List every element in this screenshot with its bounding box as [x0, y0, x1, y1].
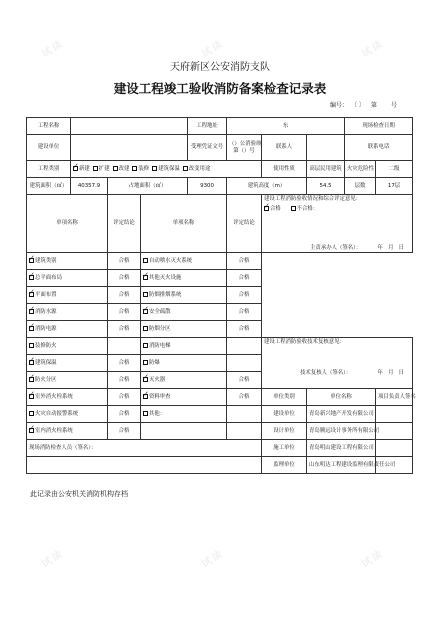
item-result: 合格 — [108, 287, 141, 304]
item-name: 资料审查 — [149, 394, 171, 401]
item-l-6 — [27, 355, 108, 372]
item-result: 合格 — [108, 253, 141, 270]
item-result: 合格 — [227, 270, 262, 287]
fire-risk-label: 火灾危险性 — [345, 161, 376, 178]
unit-leader-signature[interactable] — [376, 406, 413, 423]
items-header-result: 评定结论 — [108, 195, 141, 253]
item-result: 合格 — [108, 321, 141, 338]
item-result: 合格 — [227, 304, 262, 321]
item-checkbox[interactable] — [143, 411, 148, 416]
item-name: 防烟分区 — [149, 326, 171, 333]
item-r-6 — [141, 355, 227, 372]
item-name: 室外消火栓系统 — [35, 394, 73, 401]
items-header-name: 单项名称 — [141, 195, 227, 253]
area-label: 建筑面积（㎡） — [27, 178, 71, 195]
item-result: 合格 — [108, 304, 141, 321]
units-header-name: 单位名称 — [307, 389, 376, 406]
category-0-checkbox[interactable] — [73, 166, 78, 171]
item-result: 合格 — [108, 406, 141, 423]
category-option-label: 装修 — [138, 165, 150, 172]
land-value: 9300 — [188, 178, 227, 195]
item-checkbox[interactable] — [143, 343, 148, 348]
item-checkbox[interactable] — [143, 309, 148, 314]
item-result: 合格 — [227, 287, 262, 304]
item-name: 自动喷水灭火系统 — [149, 258, 193, 265]
item-r-3 — [141, 304, 227, 321]
item-name: 火灾自动报警系统 — [35, 411, 79, 418]
document-title: 建设工程竣工验收消防备案检查记录表 — [113, 81, 327, 96]
accept-doc-label: 受理凭证文号 — [188, 135, 227, 161]
item-name: 建筑类别 — [35, 258, 57, 265]
item-result — [108, 338, 141, 355]
fail-label: 不合格： — [296, 206, 319, 213]
serial-number: 编号： 〔 〕 第 号 — [330, 102, 397, 109]
issuing-organization: 天府新区公安消防支队 — [170, 62, 270, 73]
unit-leader-signature[interactable] — [376, 423, 413, 440]
items-header-result: 评定结论 — [227, 195, 262, 253]
item-checkbox[interactable] — [29, 360, 34, 365]
item-result: 合格 — [108, 372, 141, 389]
units-header-type: 单位类别 — [262, 389, 307, 406]
item-checkbox[interactable] — [29, 343, 34, 348]
accept-doc-value: （）公消验竣 第（）号 — [227, 135, 262, 161]
land-label: 占地面积（㎡） — [108, 178, 188, 195]
item-result: 合格 — [227, 389, 262, 406]
item-name: 装修防火 — [35, 343, 57, 350]
item-r-9 — [141, 406, 227, 423]
item-checkbox[interactable] — [143, 292, 148, 297]
item-checkbox[interactable] — [29, 394, 34, 399]
item-result: 合格 — [108, 389, 141, 406]
inspectors-signature[interactable]: 现场消防检查人员（签名）： — [27, 440, 262, 457]
unit-type: 施工单位 — [262, 440, 307, 457]
phone-label: 联系电话 — [345, 135, 413, 161]
item-name: 防爆 — [149, 360, 160, 367]
item-name: 室内消火栓系统 — [35, 428, 73, 435]
item-name: 平面布置 — [35, 292, 57, 299]
item-name: 消防电源 — [35, 326, 57, 333]
item-checkbox[interactable] — [143, 394, 148, 399]
watermark: 试读 — [199, 38, 227, 60]
project-name-value[interactable] — [71, 118, 188, 135]
category-options — [71, 161, 262, 178]
category-option-label: 建筑保温 — [158, 165, 180, 172]
item-checkbox[interactable] — [29, 411, 34, 416]
item-l-9 — [27, 406, 108, 423]
watermark: 试读 — [39, 38, 67, 60]
unit-type: 监理单位 — [262, 457, 307, 474]
item-r-8 — [141, 389, 227, 406]
contact-value[interactable] — [307, 135, 345, 161]
pass-checkbox[interactable] — [264, 206, 269, 211]
project-address-value[interactable]: 东 — [227, 118, 345, 135]
item-checkbox[interactable] — [143, 326, 148, 331]
item-checkbox[interactable] — [143, 360, 148, 365]
category-5-checkbox[interactable] — [183, 166, 188, 171]
watermark: 试读 — [199, 548, 227, 570]
item-result: 合格 — [227, 253, 262, 270]
item-l-3 — [27, 304, 108, 321]
builder-label: 建设单位 — [27, 135, 71, 161]
item-checkbox[interactable] — [143, 275, 148, 280]
item-checkbox[interactable] — [29, 428, 34, 433]
unit-name: 青岛腾远设计事务所有限公司 — [307, 423, 376, 440]
item-checkbox[interactable] — [29, 377, 34, 382]
item-result: 合格 — [108, 355, 141, 372]
items-header-name: 单项名称 — [27, 195, 108, 253]
record-table — [26, 117, 416, 474]
item-checkbox[interactable] — [29, 326, 34, 331]
item-l-1 — [27, 270, 108, 287]
item-name: 建筑保温 — [35, 360, 57, 367]
item-name: 灭火器 — [149, 377, 166, 384]
item-r-10 — [141, 423, 227, 440]
item-name: 安全疏散 — [149, 309, 171, 316]
item-checkbox[interactable] — [143, 258, 148, 263]
item-l-5 — [27, 338, 108, 355]
category-3-checkbox[interactable] — [132, 166, 137, 171]
unit-type: 建设单位 — [262, 406, 307, 423]
comprehensive-opinion — [262, 195, 413, 253]
floors-value: 17层 — [376, 178, 413, 195]
item-r-2 — [141, 287, 227, 304]
item-name: 其他： — [149, 411, 166, 418]
item-name: 其他灭火设施 — [149, 275, 182, 282]
unit-name: 青岛明山建设工程有限公司 — [307, 440, 376, 457]
item-checkbox[interactable] — [29, 275, 34, 280]
watermark: 试读 — [359, 548, 387, 570]
item-l-0 — [27, 253, 108, 270]
unit-leader-signature[interactable] — [376, 440, 413, 457]
watermark: 试读 — [39, 548, 67, 570]
item-r-4 — [141, 321, 227, 338]
category-option-label: 改建 — [118, 165, 130, 172]
usage-label: 使用性质 — [262, 161, 307, 178]
item-result — [227, 338, 262, 355]
item-result — [227, 423, 262, 440]
item-checkbox[interactable] — [29, 309, 34, 314]
item-result: 合格 — [108, 270, 141, 287]
item-result: 合格 — [108, 423, 141, 440]
item-name: 防火分区 — [35, 377, 57, 384]
height-label: 建筑高度（m） — [227, 178, 307, 195]
opinion-label: 建设工程消防验收情况和综合评定意见： — [264, 196, 362, 202]
item-l-2 — [27, 287, 108, 304]
units-header-leader: 项目负责人签名 — [376, 389, 413, 406]
item-result — [227, 406, 262, 423]
item-name: 防烟排烟系统 — [149, 292, 182, 299]
item-l-8 — [27, 389, 108, 406]
unit-name: 青岛新兴地产开发有限公司 — [307, 406, 376, 423]
item-r-5 — [141, 338, 227, 355]
item-result: 合格 — [227, 372, 262, 389]
check-date-label: 现场检查日期 — [345, 118, 413, 135]
category-option-label: 扩建 — [98, 165, 110, 172]
item-checkbox[interactable] — [29, 258, 34, 263]
category-2-checkbox[interactable] — [113, 166, 118, 171]
height-value: 54.5 — [307, 178, 345, 195]
unit-name: 山东明达工程建设监理有限责任公司 — [307, 457, 376, 474]
review-signature: 技术复核人（签名）： 年 月 日 — [300, 369, 405, 376]
unit-type: 设计单位 — [262, 423, 307, 440]
project-address-label: 工程地址 — [188, 118, 227, 135]
footer-note: 此记录由公安机关消防机构存档 — [30, 490, 128, 498]
usage-value: 高层民用建筑 — [307, 161, 345, 178]
item-name: 总平面布局 — [35, 275, 62, 282]
item-name: 消防电梯 — [149, 343, 171, 350]
builder-value[interactable] — [71, 135, 188, 161]
item-l-10 — [27, 423, 108, 440]
item-r-7 — [141, 372, 227, 389]
category-1-checkbox[interactable] — [93, 166, 98, 171]
item-l-7 — [27, 372, 108, 389]
category-option-label: 改变用途 — [188, 165, 211, 172]
contact-label: 联系人 — [262, 135, 307, 161]
watermark: 试读 — [359, 38, 387, 60]
review-label: 建设工程消防验收技术复核意见： — [264, 339, 345, 346]
fail-checkbox[interactable] — [291, 206, 296, 211]
pass-label: 合格 — [270, 206, 281, 213]
item-l-4 — [27, 321, 108, 338]
item-name: 消防水源 — [35, 309, 57, 316]
empty-cell — [27, 457, 262, 474]
category-4-checkbox[interactable] — [152, 166, 157, 171]
category-option-label: 新建 — [79, 165, 90, 172]
item-checkbox[interactable] — [143, 377, 148, 382]
technical-review — [262, 338, 413, 389]
floors-label: 层数 — [345, 178, 376, 195]
item-result — [227, 355, 262, 372]
item-r-1 — [141, 270, 227, 287]
project-name-label: 工程名称 — [27, 118, 71, 135]
category-label: 工程类别 — [27, 161, 71, 178]
item-checkbox[interactable] — [29, 292, 34, 297]
opinion-signature: 主责承办人（签名）： 年 月 日 — [310, 244, 405, 251]
fire-risk-value: 二级 — [376, 161, 413, 178]
item-result: 合格 — [227, 321, 262, 338]
item-r-0 — [141, 253, 227, 270]
area-value: 40357.9 — [71, 178, 108, 195]
